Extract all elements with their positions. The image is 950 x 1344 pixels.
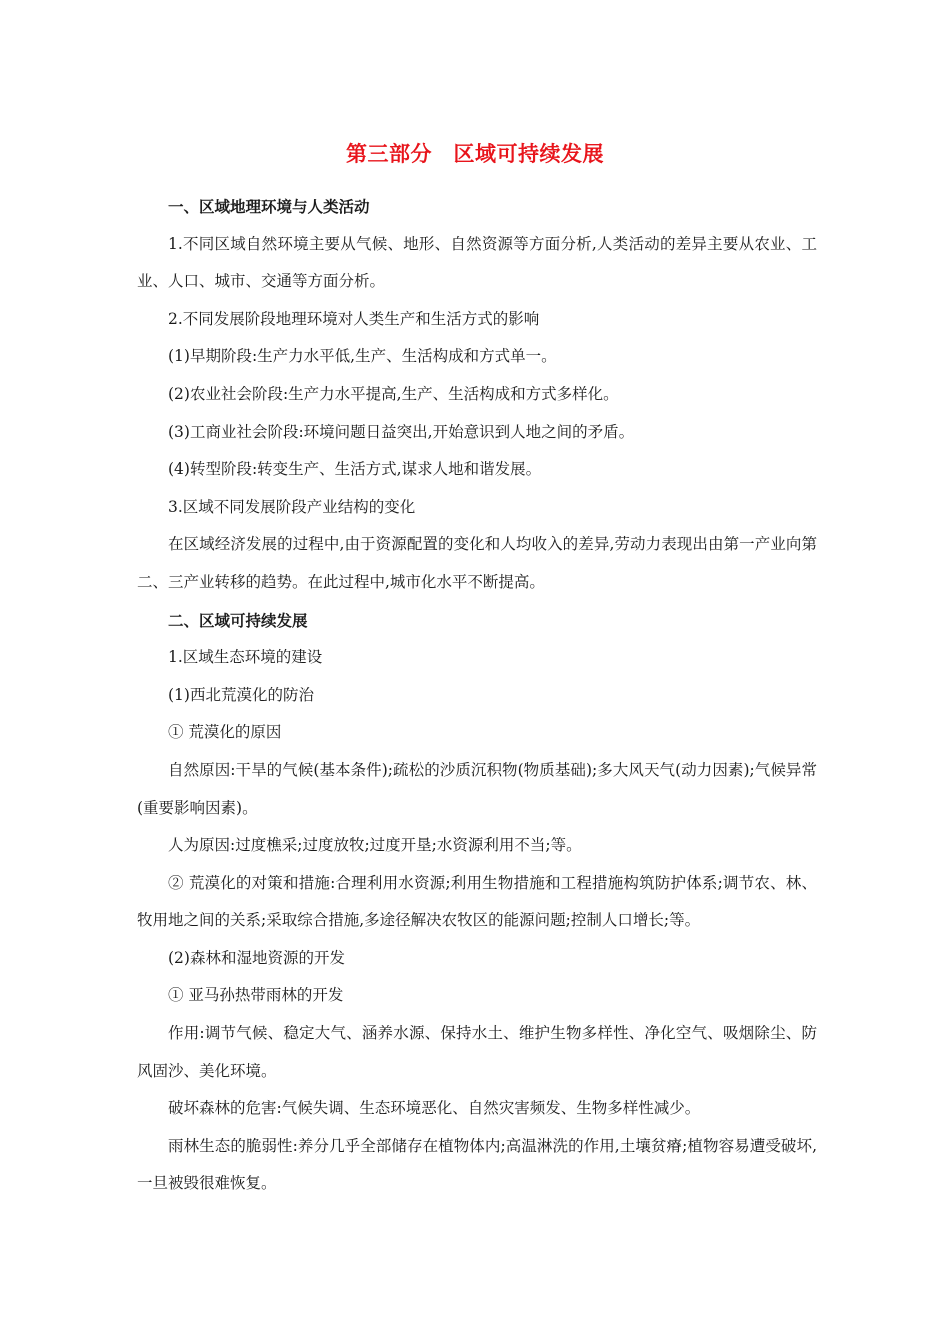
paragraph: (4)转型阶段:转变生产、生活方式,谋求人地和谐发展。: [168, 460, 542, 479]
paragraph: 人为原因:过度樵采;过度放牧;过度开垦;水资源利用不当;等。: [168, 836, 582, 855]
paragraph: ② 荒漠化的对策和措施:合理利用水资源;利用生物措施和工程措施构筑防护体系;调节农、林、牧用地之间的关系;采取综合措施,多途径解决农牧区的能源问题;控制人口增长;等。: [137, 873, 817, 930]
section-heading: 二、区域可持续发展: [168, 610, 308, 630]
paragraph: (1)西北荒漠化的防治: [168, 685, 314, 704]
paragraph: (3)工商业社会阶段:环境问题日益突出,开始意识到人地之间的矛盾。: [168, 422, 635, 441]
paragraph: 雨林生态的脆弱性:养分几乎全部储存在植物体内;高温淋洗的作用,土壤贫瘠;植物容易遭受破坏,一旦被毁很难恢复。: [137, 1136, 817, 1193]
paragraph: 1.不同区域自然环境主要从气候、地形、自然资源等方面分析,人类活动的差异主要从农业、工业、人口、城市、交通等方面分析。: [137, 234, 817, 291]
paragraph: (2)农业社会阶段:生产力水平提高,生产、生活构成和方式多样化。: [168, 384, 619, 403]
paragraph: 自然原因:干旱的气候(基本条件);疏松的沙质沉积物(物质基础);多大风天气(动力因素);气候异常(重要影响因素)。: [137, 760, 817, 817]
paragraph: (2)森林和湿地资源的开发: [168, 948, 345, 967]
paragraph: 2.不同发展阶段地理环境对人类生产和生活方式的影响: [168, 309, 540, 328]
paragraph: 作用:调节气候、稳定大气、涵养水源、保持水土、维护生物多样性、净化空气、吸烟除尘、防风固沙、美化环境。: [137, 1024, 817, 1080]
paragraph: (1)早期阶段:生产力水平低,生产、生活构成和方式单一。: [168, 347, 557, 366]
paragraph: 3.区域不同发展阶段产业结构的变化: [168, 497, 416, 516]
paragraph: 在区域经济发展的过程中,由于资源配置的变化和人均收入的差异,劳动力表现出由第一产业向第二、三产业转移的趋势。在此过程中,城市化水平不断提高。: [137, 535, 817, 591]
paragraph: 破坏森林的危害:气候失调、生态环境恶化、自然灾害频发、生物多样性减少。: [168, 1099, 701, 1118]
document-body: [137, 188, 817, 1203]
document-title: 第三部分 区域可持续发展: [346, 141, 604, 166]
paragraph: ① 亚马孙热带雨林的开发: [168, 986, 344, 1005]
paragraph: 1.区域生态环境的建设: [168, 648, 323, 667]
section-heading: 一、区域地理环境与人类活动: [168, 197, 370, 216]
paragraph: ① 荒漠化的原因: [168, 723, 282, 742]
